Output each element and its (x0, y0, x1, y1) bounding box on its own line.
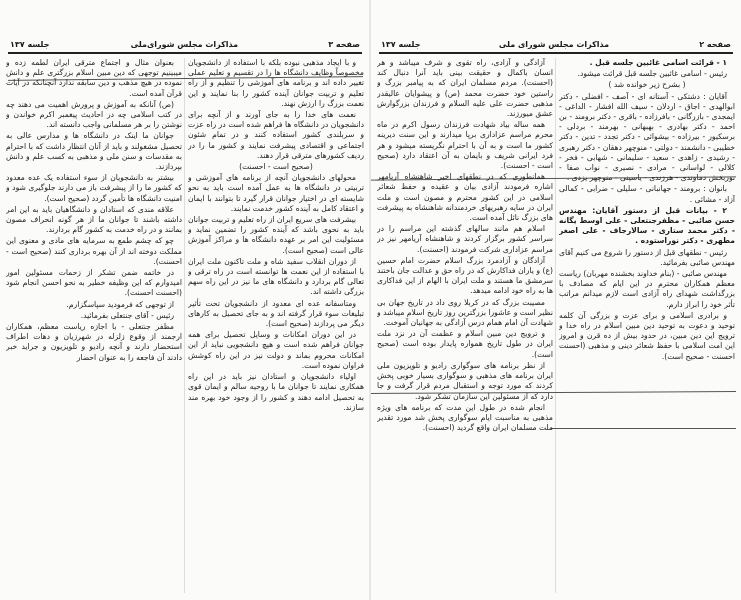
paragraph: (ص) آنانکه به آموزش و پرورش اهمیت می دهند چه در کتب اسلامی چه در احادیث پیغمبر اکرم خواندن و نوشتن را بر هر مسلمانی واجب دانسته اند. (6, 99, 182, 130)
paragraph: (صحیح است - احسنت) (239, 162, 313, 172)
paragraph: بیشتر به دانشجویان از سوء استفاده یک عده معدود که کشور ما را از پیشرفت باز می دارند جلوگیری شود و امنیت دانشگاه ها تأمین گردد (صحیح است). (6, 173, 182, 203)
paragraph: اولیاء دانشجویان و استادان نیز باید در این راه همکاری نمایند تا جوانان ما با روحیه سالم و ایمان قوی به تحصیل ادامه دهند و کشور را از وجود خود بهره مند سازند. (188, 372, 364, 412)
attendance-list: بانوان : برومند - جهانبانی - سلیلی - ضرابی - کمالی آزاد - مشائی . (559, 184, 735, 204)
paragraph: در خاتمه ضمن تشکر از زحمات مسئولین امور امیدوارم که این وظیفه خطیر به نحو احسن انجام شود (احسنت احسنت). (6, 268, 182, 298)
paragraph: جوانان ما اینک در دانشگاه ها و مدارس عالی به تحصیل مشغولند و باید از آنان انتظار داشت که با احترام به مقدسات و سنن ملی و مذهبی به کسب علم و دانش بپردازند. (6, 131, 182, 172)
paragraph: علاقه مندی که استادان و دانشگاهیان باید به این امر داشته باشند تا جوانان ما از هر گونه انحراف مصون بمانند و در راه خدمت به کشور گام بردارند. (6, 204, 182, 235)
text-column-right (188, 58, 364, 593)
paragraph: همانطوری که در نطقهای اخیر شاهنشاه آریامهر اشاره فرمودند آزادی بیان و عقیده و حفظ شعائر اسلامی در این کشور محترم و مصون است و ملت ایران در سایه رهبریهای خردمندانه شاهنشاه به پیشرفت های بزرگ نائل آمده است. (377, 172, 553, 223)
paragraph: انجام شده در طول این مدت که برنامه های ویژه مذهبی به مناسبت ایام سوگواری پخش شد مورد تقدیر ملت مسلمان ایران واقع گردید (احسنت). (377, 402, 553, 433)
paragraph: مظفر جنتعلی - با اجازه ریاست معظم، همکاران ارجمند از وقوع زلزله در شهرزیان و دهات اطراف استحضار دارند و آنچه رادیو و تلویزیون و جراید خبر دادند آن فاجعه را به عنوان احضار (6, 322, 182, 362)
paragraph: رئیس - نطقهای قبل از دستور را شروع می کنیم آقای مهندس صائبی بفرمائید. (559, 247, 735, 267)
paragraph: ومتاسفانه عده ای معدود از دانشجویان تحت تأثیر تبلیغات سوء قرار گرفته اند و به جای تحصیل به کارهای دیگر می پردازند (صحیح است). (188, 298, 364, 329)
paragraph: رئیس - آقای جنتعلی بفرمائید. (80, 310, 174, 320)
page-number: صفحه ۳ (328, 40, 360, 49)
paragraph: از توجهی که فرمودید سپاسگزارم. (66, 299, 174, 309)
running-title: مذاکرات مجلس شورای‌ملی (130, 40, 239, 49)
paragraph: مصیبت بزرگ که در کربلا روی داد در تاریخ جهان بی نظیر است و عاشورا بزرگترین روز تاریخ اسلام میباشد و شهادت آن امام همام درس آزادگی به جهانیان آموخت. (377, 297, 553, 328)
paragraph: از دوران انقلاب سفید شاه و ملت تاکنون ملت ایران با استفاده از این نعمت ها توانسته است در راه ترقی و تعالی گام بردارد و دانشگاه های ما نیز در این راه سهم بزرگی داشته اند. (188, 256, 364, 297)
paragraph: مهندس صائبی - (بنام خداوند بخشنده مهربان) ریاست معظم همکاران محترم در این ایام که مصادف با بزرگداشت شهدای راه آزادی است لازم میدانم مراتب تأثر خود را ابراز دارم. (559, 269, 735, 309)
page-header (8, 38, 362, 54)
left-page (0, 0, 370, 600)
text-column-right (559, 58, 735, 593)
session-number: جلسه ۱۳۷ (10, 40, 50, 49)
paragraph: و ترویج دین مبین اسلام و عظمت آن در نزد ملت ایران در طول تاریخ همواره پایدار بوده است (صحیح است). (377, 329, 553, 359)
paragraph: ( بشرح زیر خوانده شد ) (608, 80, 686, 90)
paragraph: بعنوان مثال و اجتماع مترقی ایران لطمه زده و میبینیم توجهی که دین مبین اسلام بزرگتری علم و دانش نموده در هیچ مذهب و دین سابقه ندارد آنچنانکه در آیات قرآن آمده است. (6, 58, 182, 98)
paragraph: آزادگان و آزادمرد بزرگ اسلام حضرت امام حسین (ع) و یاران فداکارش که در راه حق و عدالت جان باختند سرمشق ما هستند و ملت ایران با الهام از این فداکاری ها به راه خود ادامه میدهد. (377, 255, 553, 296)
column-divider (184, 58, 185, 593)
text-column-left (6, 58, 182, 593)
page-header (379, 38, 733, 54)
right-page (371, 0, 741, 600)
section-heading: ۲ - بیانات قبل از دستور آقایان: مهندس حسن صائبی - مظفرجنتعلی - علی اوسط یگانه - دکتر محمد ستاری - سالارجاف - علی اصغر مطهری - دکتر نوراستوده . (559, 205, 735, 246)
running-title: مذاکرات مجلس شورای ملی (498, 40, 610, 49)
paragraph: و برادری اسلامی و برای عزت و بزرگی آن کلمه توحید و دعوت به توحید دین مبین اسلام در راه خدا و ترویج این دین مبین، در حدود بیش از ده قرن و امروز این امت اسلامی با حفظ شعائر دینی و مذهبی (احسنت احسنت - صحیح است). (559, 310, 735, 361)
paragraph: محولهای دانشجویان آنچه از برنامه های آموزشی و تربیتی در دانشگاه ها به عمل آمده است باید به نحو شایسته ای در اختیار جوانان قرار گیرد تا بتوانند با ایمان و اعتقاد کامل به آینده کشور خدمت نمایند. (188, 173, 364, 213)
paragraph: همه ساله بیاد شهادت فرزندان رسول اکرم در ماه محرم مراسم عزاداری برپا میدارند و این سنت دیرینه کشور ما است و به آن با احترام نگریسته میشود و هر فرد ایرانی شریف و بایمان به آن اعتقاد دارد (صحیح است - احسنت). (377, 120, 553, 171)
paragraph: رئیس - اسامی غائبین جلسه قبل قرائت میشود. (577, 69, 727, 79)
text-column-left (377, 58, 553, 593)
paragraph: از نظر برنامه های سوگواری رادیو و تلویزیون ملی ایران برنامه های مذهبی و سوگواری بسیار خوبی پخش کردند که مورد توجه و استقبال مردم قرار گرفت و جا دارد که از مسئولین این سازمان تشکر شود. (377, 360, 553, 401)
paragraph: بیشرفت های سریع ایران از راه تعلیم و تربیت جوانان باید به نحوی باشد که آینده کشور را تضمین نماید و مسئولیت این امر بر عهده دانشگاه ها و مراکز آموزش عالی است (صحیح است). (188, 215, 364, 255)
page-number: صفحه ۲ (699, 40, 731, 49)
paragraph: چو که چشم طمع به سرمایه های مادی و معنوی این مملکت دوخته اند از آن بهره برداری کنند (صحیح است - احسنت). (6, 236, 182, 266)
paragraph: در این دوران امکانات و وسایل تحصیل برای همه جوانان فراهم شده است و هیچ دانشجویی نباید از این امکانات محروم بماند و دولت نیز در این راه کوشش فراوان نموده است. (188, 330, 364, 370)
paragraph: و با ایجاد مذهبی نبوده بلکه با استفاده از دانشجویان مخصوصاً وظایف دانشگاه ها را در تقسیم و تعلیم عملی تغییر داده اند و برنامه های آموزشی را تنظیم و از راه تعلیم و تربیت جوانان آینده کشور را بنا نمایند و این نعمت بزرگ را ارزش نهند. (188, 58, 364, 108)
section-heading: ۱ - قرائت اسامی غائبین جلسه قبل . (589, 58, 727, 67)
column-divider (555, 58, 556, 593)
attendance-list: آقایان : دشتکی - آستانه ای - آصف - افضلی - دکتر ابوالهدی - اجاق - اردلان - سیف الله افشار - الداغی - ایمجدی - بازرگانی - بافرزاده - باقری - دکتر برومند - بن احمد - دکتر بهادری - بهبهانی - بهرمند - بردلی - برسکیور - بیرزاده - بیشوائی - دکتر تجدد - تدین - دکتر خطیبی - دانشمند - دولتی - منوچهر دهقان - دکتر رهبری - رشیدی - زاهدی - سعید - سلیمانی - شهابی - فخر - کلالی - لواسانی - مرادی - نصیری - نواب صفا - نوربخش دماوندی - هرزندی - یاسینی - منوچهر یزدی . (559, 91, 735, 183)
session-number: جلسه ۱۳۷ (381, 40, 421, 49)
paragraph: نعمت های خدا را به جای آورند و از آنچه برای دانشجویان در دانشگاه ها فراهم شده است در راه عزت و سربلندی کشور استفاده کنند و در تمام شئون اجتماعی و اقتصادی پیشرفت نمایند و کشور ما را در ردیف کشورهای مترقی قرار دهند. (188, 110, 364, 160)
paragraph: اسلام هم مانند سالهای گذشته این مراسم را در سراسر کشور برگزار کردند و شاهنشاه آریامهر نیز در مراسم عزاداری شرکت فرمودند (احسنت). (377, 224, 553, 254)
paragraph: آزادگی و آزادی، راه تقوی و شرف میباشد و هر انسان باکمال و حقیقت بینی باید آنرا دنبال کند (احسنت). مردم مسلمان ایران که به پیامبر بزرگ و راستین خود حضرت محمد (ص) و پیشوایان عالیقدر مذهبی حضرت علی علیه السلام و فرزندان بزرگوارش عشق میورزند. (377, 58, 553, 119)
